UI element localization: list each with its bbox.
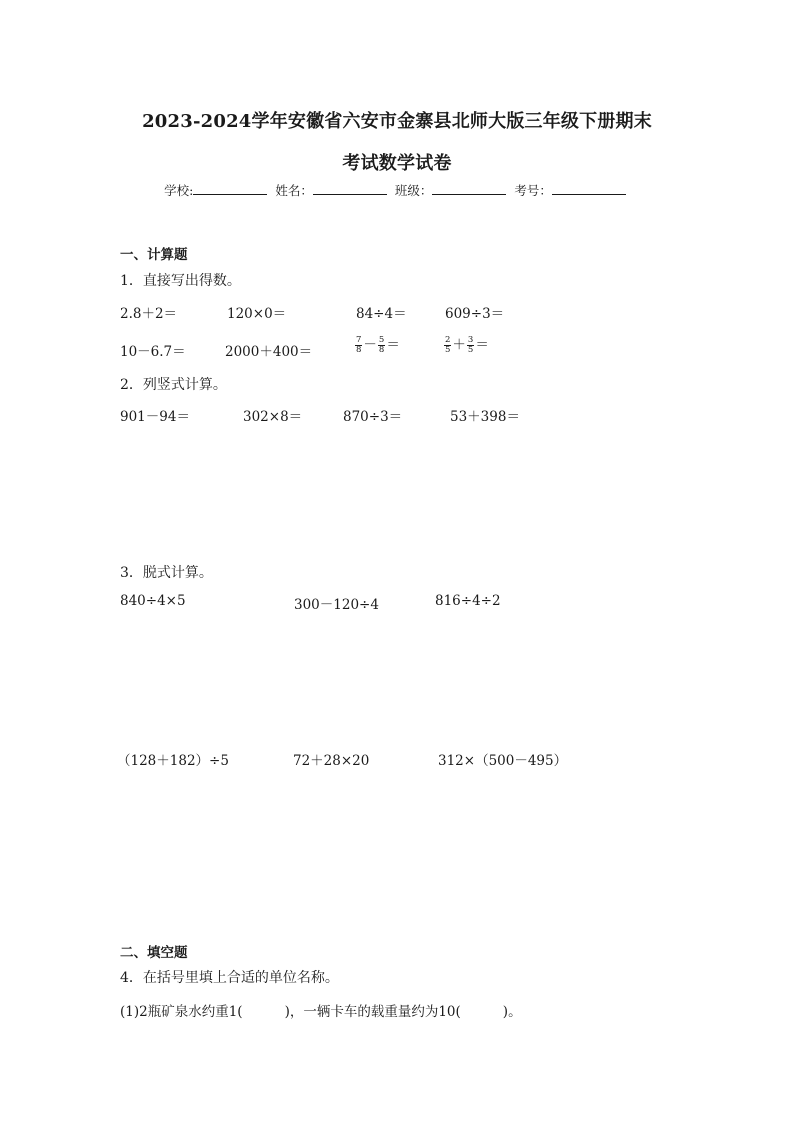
- q1-item: 2000＋400＝: [225, 344, 313, 360]
- q2-item: 870÷3＝: [343, 409, 403, 425]
- q3-item: 312×（500－495）: [438, 753, 568, 769]
- section1-heading: 一、计算题: [120, 247, 188, 263]
- fraction: $\frac{7}{8}$: [356, 335, 362, 355]
- q2-item: 901－94＝: [120, 409, 190, 425]
- q1-item: 10－6.7＝: [120, 344, 186, 360]
- q4-label: 4．在括号里填上合适的单位名称。: [120, 970, 339, 986]
- class-blank[interactable]: [432, 182, 506, 195]
- q2-item: 302×8＝: [243, 409, 303, 425]
- fraction: $\frac{2}{5}$: [445, 335, 451, 355]
- student-info-line: [0, 181, 794, 199]
- q1-item: 609÷3＝: [445, 306, 505, 322]
- q1-fraction-item: $\frac{7}{8}$ － $\frac{5}{8}$ ＝: [356, 335, 400, 355]
- q3-item: 816÷4÷2: [435, 593, 501, 609]
- q2-label: 2．列竖式计算。: [120, 377, 227, 393]
- exam-number-blank[interactable]: [552, 182, 626, 195]
- exam-title-line2: 考试数学试卷: [342, 153, 452, 174]
- section2-heading: 二、填空题: [120, 945, 188, 961]
- school-blank[interactable]: [193, 182, 267, 195]
- q1-item: 2.8＋2＝: [120, 306, 178, 322]
- name-blank[interactable]: [313, 182, 387, 195]
- q3-item: 300－120÷4: [294, 597, 379, 613]
- q4-part1: (1)2瓶矿泉水约重1( )，一辆卡车的载重量约为10( )。: [120, 1004, 522, 1020]
- exam-title-line1: 2023-2024学年安徽省六安市金寨县北师大版三年级下册期末: [142, 111, 652, 132]
- q3-item: 840÷4×5: [120, 593, 186, 609]
- school-label: 学校:: [164, 183, 194, 198]
- q2-item: 53＋398＝: [450, 409, 520, 425]
- fraction: $\frac{5}{8}$: [378, 335, 385, 355]
- q1-item: 120×0＝: [227, 306, 287, 322]
- class-label: 班级：: [394, 183, 433, 198]
- exam-number-label: 考号：: [514, 183, 552, 198]
- q3-item: （128＋182）÷5: [117, 753, 229, 769]
- q1-item: 84÷4＝: [356, 306, 407, 322]
- q1-label: 1．直接写出得数。: [120, 273, 241, 289]
- q3-label: 3．脱式计算。: [120, 565, 213, 581]
- q1-fraction-item: $\frac{2}{5}$ ＋ $\frac{3}{5}$ ＝: [445, 335, 489, 355]
- fraction: $\frac{3}{5}$: [467, 335, 474, 355]
- name-label: 姓名：: [275, 183, 313, 198]
- q3-item: 72＋28×20: [293, 753, 370, 769]
